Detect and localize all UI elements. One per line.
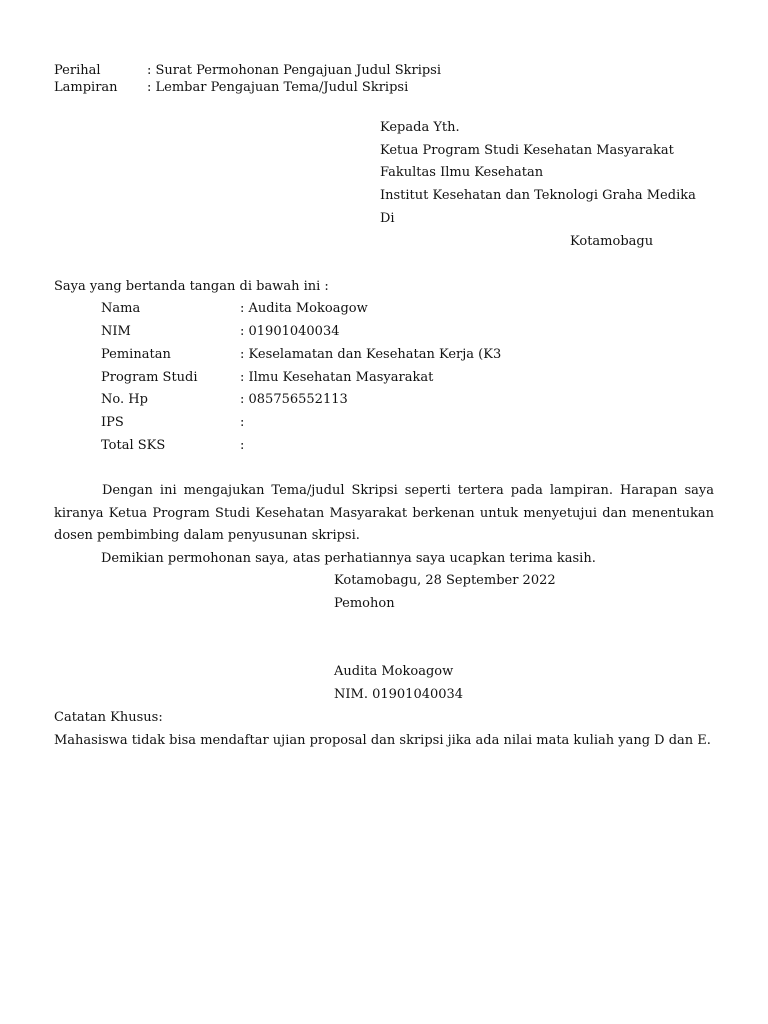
signature-place-date: Kotamobagu, 28 September 2022 [334,573,556,588]
field-label-total-sks: Total SKS [101,438,166,453]
field-value-nama: : Audita Mokoagow [240,301,368,316]
field-value-nim: : 01901040034 [240,324,340,339]
field-label-ips: IPS [101,415,124,430]
field-label-program-studi: Program Studi [101,370,198,385]
field-label-no-hp: No. Hp [101,392,148,407]
body-paragraph-1-text: Dengan ini mengajukan Tema/judul Skripsi seperti tertera pada lampiran. Harapan saya kiranya Ketua Program Studi Kesehatan Masyarakat berkenan untuk menyetujui dan menentukan dosen pembimbing dalam penyusunan skripsi. [54,483,714,543]
recipient-city: Kotamobagu [570,234,654,249]
field-label-nama: Nama [101,301,141,316]
intro-text: Saya yang bertanda tangan di bawah ini : [54,279,329,294]
perihal-value: : Surat Permohonan Pengajuan Judul Skripsi [147,63,441,78]
field-label-peminatan: Peminatan [101,347,171,362]
recipient-line-2: Fakultas Ilmu Kesehatan [380,165,544,180]
recipient-greeting: Kepada Yth. [380,120,460,135]
field-value-total-sks: : [240,438,245,453]
field-label-nim: NIM [101,324,131,339]
body-paragraph-2: Demikian permohonan saya, atas perhatiannya saya ucapkan terima kasih. [101,551,596,566]
lampiran-label: Lampiran [54,80,118,95]
signature-role: Pemohon [334,596,395,611]
note-title: Catatan Khusus: [54,710,163,725]
field-value-ips: : [240,415,245,430]
signature-name: Audita Mokoagow [334,664,454,679]
field-value-program-studi: : Ilmu Kesehatan Masyarakat [240,370,434,385]
signature-nim: NIM. 01901040034 [334,687,464,702]
field-value-peminatan: : Keselamatan dan Kesehatan Kerja (K3 [240,347,502,362]
field-value-no-hp: : 085756552113 [240,392,348,407]
body-paragraph-1 [54,480,714,548]
recipient-line-1: Ketua Program Studi Kesehatan Masyarakat [380,143,674,158]
recipient-line-4: Di [380,211,395,226]
note-text: Mahasiswa tidak bisa mendaftar ujian proposal dan skripsi jika ada nilai mata kuliah yang D dan E. [54,733,711,748]
perihal-label: Perihal [54,63,101,78]
lampiran-value: : Lembar Pengajuan Tema/Judul Skripsi [147,80,409,95]
recipient-line-3: Institut Kesehatan dan Teknologi Graha Medika [380,188,696,203]
